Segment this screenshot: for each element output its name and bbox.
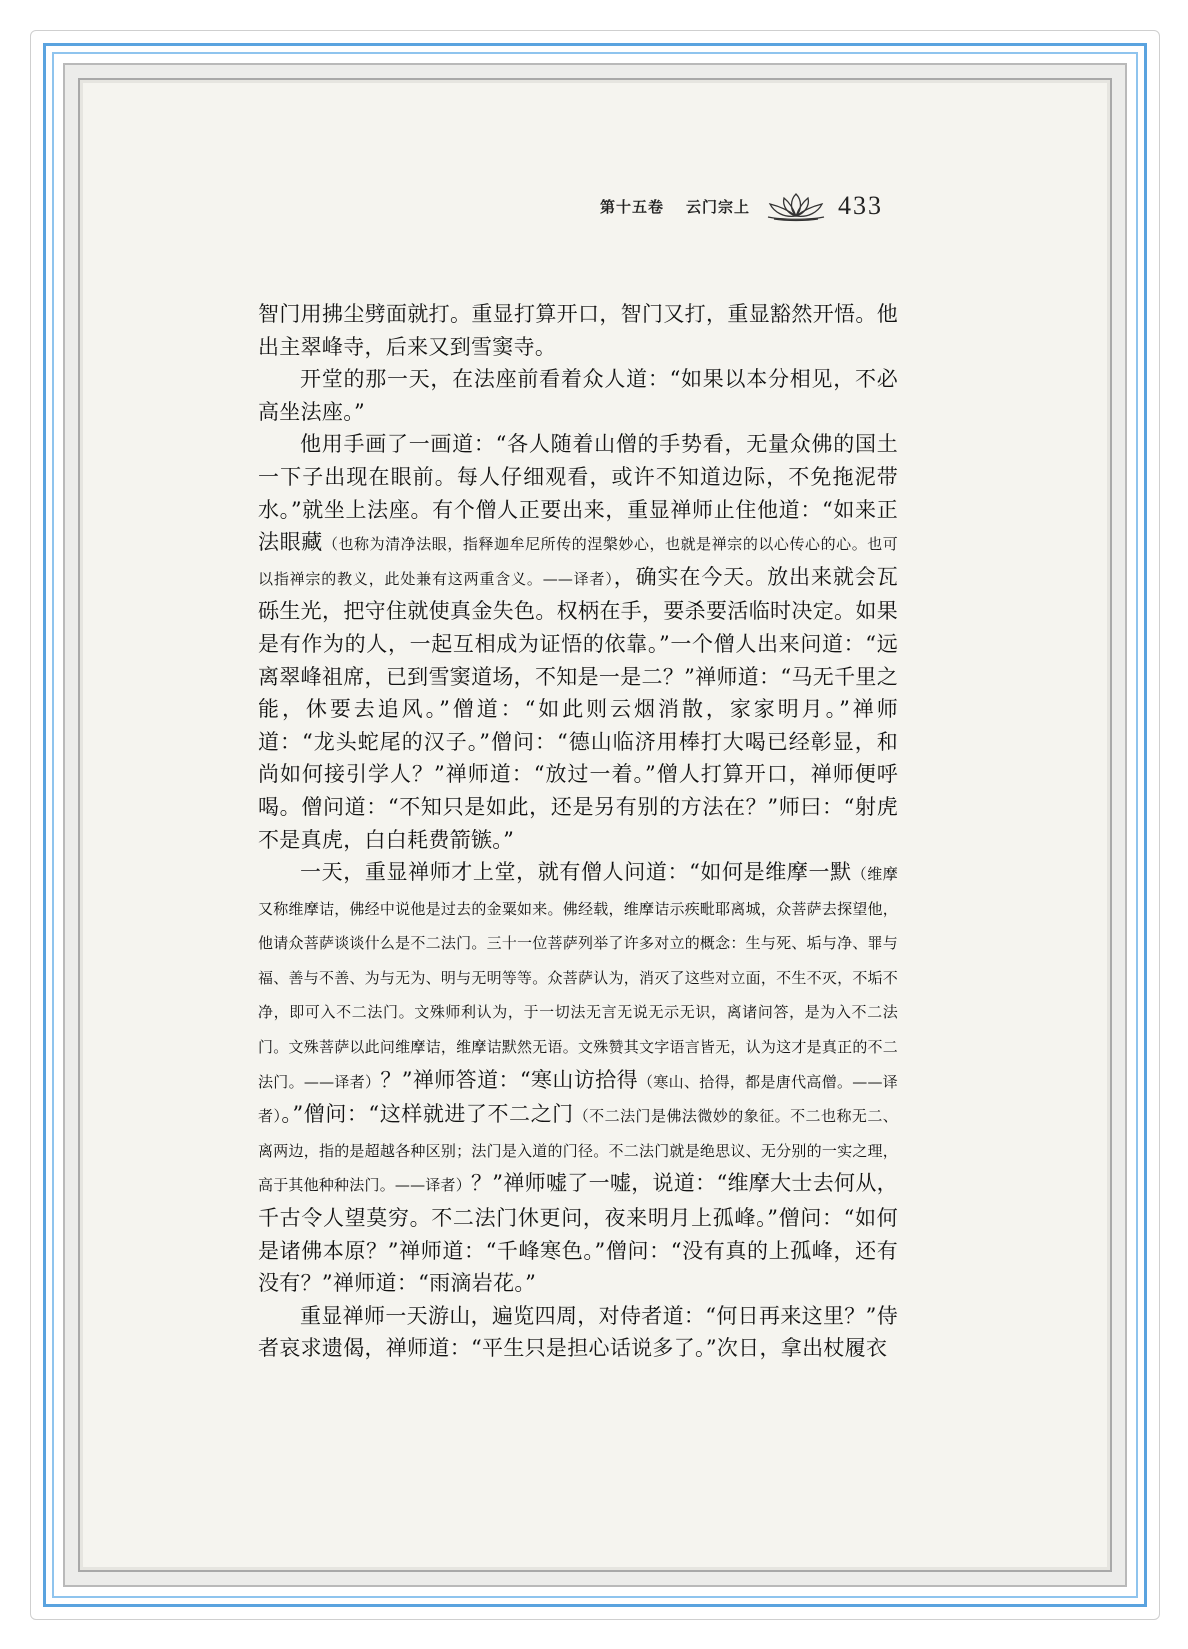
body-text bbox=[258, 298, 898, 1365]
paragraph-text: ？”禅师答道：“寒山访拾得 bbox=[380, 1067, 639, 1092]
paragraph bbox=[258, 363, 898, 428]
paragraph-text: 。”僧问：“这样就进了不二之门 bbox=[281, 1102, 574, 1127]
lotus-icon bbox=[764, 190, 828, 222]
translator-note: （不二法门是佛法微妙的象征。不二也称无二、离两边，指的是超越各种区别；法门是入道的门径。不二法门就是绝思议、无分别的一实之理，高于其他种种法门。——译者） bbox=[258, 1107, 899, 1195]
running-header bbox=[600, 188, 1000, 224]
paragraph-text: 一天，重显禅师才上堂，就有僧人问道：“如何是维摩一默 bbox=[300, 860, 852, 885]
paragraph-text: 他用手画了一画道：“各人随着山僧的手势看，无量众佛的国土一下子出现在眼前。每人仔细观看，或许不知道边际，不免拖泥带水。”就坐上法座。有个僧人正要出来，重显禅师止住他道：“如来正法眼藏 bbox=[258, 432, 898, 555]
paragraph-text: 智门用拂尘劈面就打。重显打算开口，智门又打，重显豁然开悟。他出主翠峰寺，后来又到雪窦寺。 bbox=[258, 302, 898, 359]
paragraph bbox=[258, 298, 898, 363]
translator-note: （也称为清净法眼，指释迦牟尼所传的涅槃妙心，也就是禅宗的以心传心的心。也可以指禅宗的教义，此处兼有这两重含义。——译者） bbox=[258, 535, 898, 588]
section-title: 云门宗上 bbox=[686, 197, 751, 216]
paragraph bbox=[258, 1300, 898, 1365]
page-number: 433 bbox=[838, 191, 884, 220]
paragraph-text: ？”禅师嘘了一嘘，说道：“维摩大士去何从，千古令人望莫穷。不二法门休更问，夜来明月上孤峰。”僧问：“如何是诸佛本原？”禅师道：“千峰寒色。”僧问：“没有真的上孤峰，还有没有？”禅师道：“雨滴岩花。” bbox=[258, 1171, 898, 1296]
paragraph-text: ，确实在今天。放出来就会瓦砾生光，把守住就使真金失色。权柄在手，要杀要活临时决定。如果是有作为的人，一起互相成为证悟的依靠。”一个僧人出来问道：“远离翠峰祖席，已到雪窦道场，不知是一是二？”禅师道：“马无千里之能，休要去追风。”僧道：“如此则云烟消散，家家明月。”禅师道：“龙头蛇尾的汉子。”僧问：“德山临济用棒打大喝已经彰显，和尚如何接引学人？”禅师道：“放过一着。”僧人打算开口，禅师便呼喝。僧问道：“不知只是如此，还是另有别的方法在？”师曰：“射虎不是真虎，白白耗费箭镞。” bbox=[258, 564, 898, 852]
translator-note: （寒山、拾得，都是唐代高僧。——译者） bbox=[258, 1072, 898, 1126]
paragraph-text: 开堂的那一天，在法座前看着众人道：“如果以本分相见，不必高坐法座。” bbox=[258, 367, 898, 424]
chapter-title: 第十五卷 bbox=[600, 197, 665, 216]
translator-note: （维摩又称维摩诘，佛经中说他是过去的金粟如来。佛经载，维摩诘示疾毗耶离城，众菩萨去探望他，他请众菩萨谈谈什么是不二法门。三十一位菩萨列举了许多对立的概念：生与死、垢与净、罪与福、善与不善、为与无为、明与无明等等。众菩萨认为，消灭了这些对立面，不生不灭，不垢不净，即可入不二法门。文殊师利认为，于一切法无言无说无示无识，离诸问答，是为入不二法门。文殊菩萨以此问维摩诘，维摩诘默然无语。文殊赞其文字语言皆无，认为这才是真正的不二法门。——译者） bbox=[258, 865, 898, 1091]
paragraph bbox=[258, 856, 898, 1300]
paragraph bbox=[258, 428, 898, 856]
paragraph-text: 重显禅师一天游山，遍览四周，对侍者道：“何日再来这里？”侍者哀求遗偈，禅师道：“平生只是担心话说多了。”次日，拿出杖履衣 bbox=[258, 1303, 898, 1361]
